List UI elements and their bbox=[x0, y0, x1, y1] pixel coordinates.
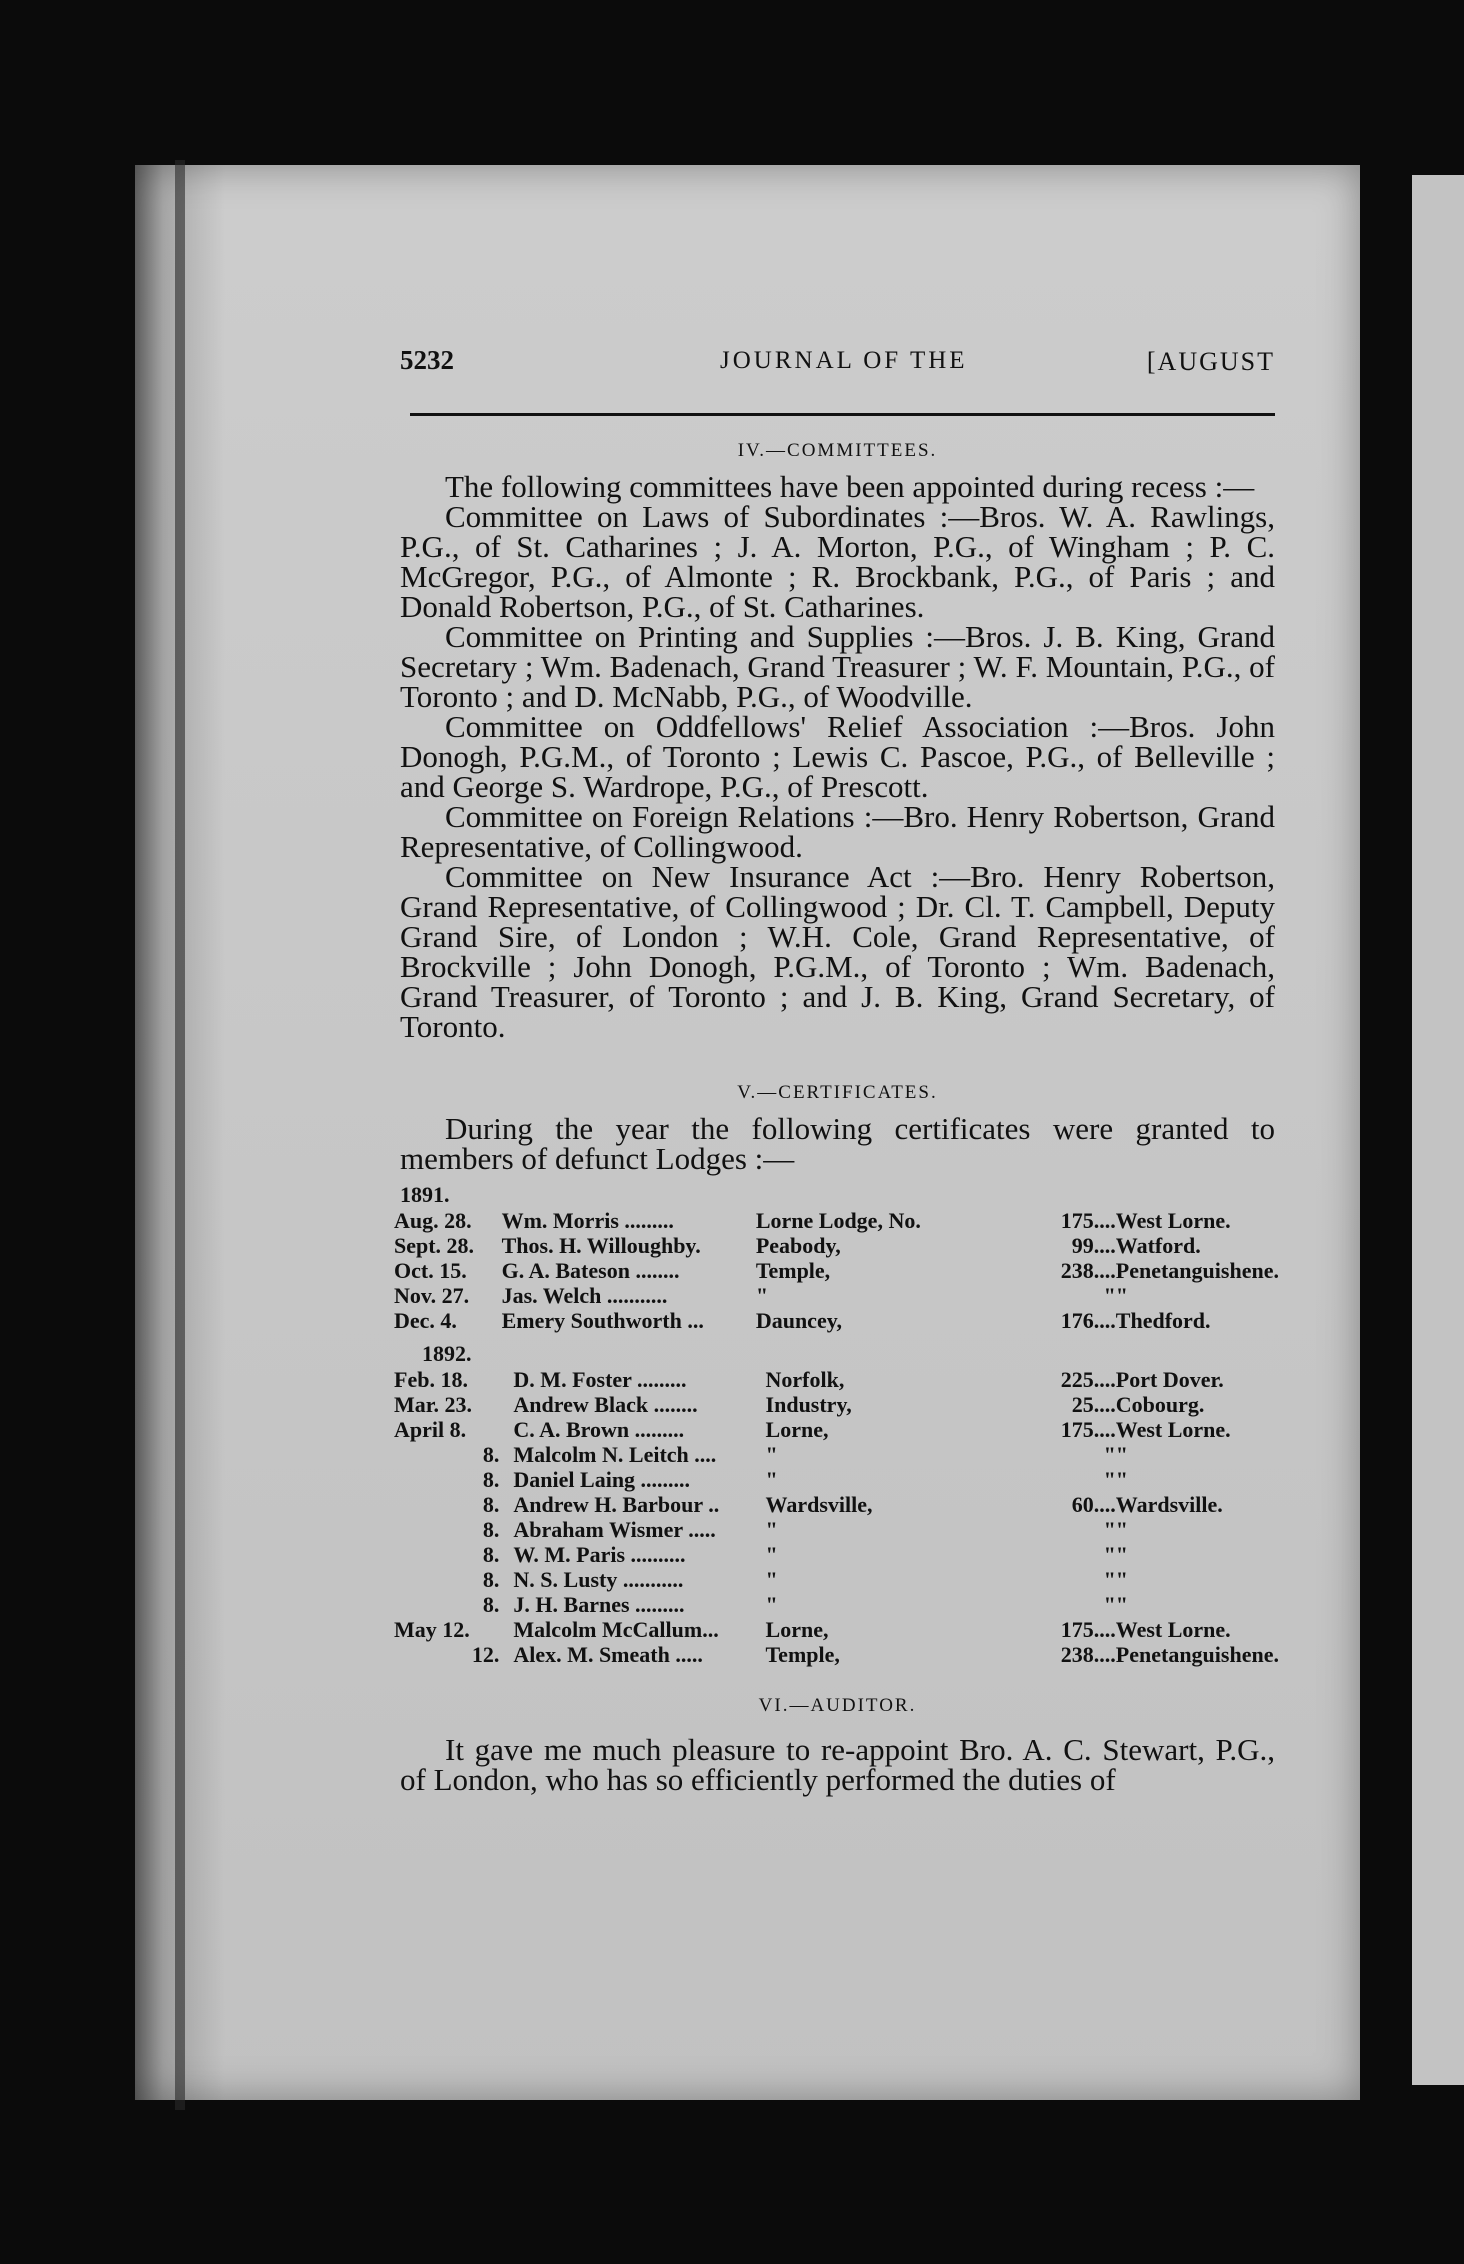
certificates-table-1892 bbox=[394, 1367, 1279, 1667]
cert-date: 8. bbox=[482, 1567, 500, 1592]
committee-printing: Committee on Printing and Supplies :—Bros. J. B. King, Grand Secretary ; Wm. Badenach, Grand Treasurer ; W. F. Mountain, P.G., of Toronto ; and D. McNabb, P.G., of Woodville. bbox=[400, 619, 1275, 714]
table-row bbox=[394, 1442, 1279, 1467]
cert-date: Sept. 28. bbox=[394, 1233, 475, 1258]
cert-date: April 8. bbox=[394, 1417, 467, 1442]
cert-name: Malcolm N. Leitch .... bbox=[513, 1442, 717, 1467]
table-row bbox=[394, 1492, 1279, 1517]
cert-lodge-no: " bbox=[1103, 1567, 1116, 1592]
cert-name: C. A. Brown ......... bbox=[513, 1417, 685, 1442]
running-header bbox=[400, 345, 1275, 393]
header-month: [AUGUST bbox=[1146, 347, 1275, 376]
cert-date: Mar. 23. bbox=[394, 1392, 473, 1417]
cert-lodge: " bbox=[765, 1567, 778, 1592]
page-text-column bbox=[394, 345, 1279, 1797]
cert-lodge-no: 175.... bbox=[1060, 1208, 1116, 1233]
cert-lodge: Lorne, bbox=[765, 1417, 829, 1442]
cert-lodge-no: 176.... bbox=[1060, 1308, 1116, 1333]
cert-place: " bbox=[1115, 1592, 1129, 1617]
cert-date: 8. bbox=[482, 1592, 500, 1617]
cert-place: Wardsville. bbox=[1115, 1492, 1223, 1517]
cert-lodge-no: 175.... bbox=[1060, 1617, 1116, 1642]
cert-place: " bbox=[1115, 1567, 1129, 1592]
cert-name: N. S. Lusty ........... bbox=[513, 1567, 684, 1592]
cert-date: Oct. 15. bbox=[394, 1258, 467, 1283]
cert-lodge: Norfolk, bbox=[765, 1367, 845, 1392]
cert-date: May 12. bbox=[394, 1617, 470, 1642]
table-row bbox=[394, 1542, 1279, 1567]
year-1892: 1892. bbox=[422, 1341, 472, 1366]
cert-date: 8. bbox=[482, 1542, 500, 1567]
committee-laws: Committee on Laws of Subordinates :—Bros. W. A. Rawlings, P.G., of St. Catharines ; J. A. Morton, P.G., of Wingham ; P. C. McGregor, P.G., of Almonte ; R. Brockbank, P.G., of Paris ; and Donald Robertson, P.G., of St. Catharines. bbox=[400, 499, 1275, 624]
cert-lodge: " bbox=[755, 1283, 769, 1308]
cert-name: Emery Southworth ... bbox=[501, 1308, 704, 1333]
table-row bbox=[394, 1517, 1279, 1542]
journal-title: JOURNAL OF THE bbox=[720, 347, 968, 374]
table-row bbox=[394, 1233, 1279, 1258]
cert-place: " bbox=[1115, 1283, 1128, 1308]
table-row bbox=[394, 1592, 1279, 1617]
cert-lodge-no: 60.... bbox=[1071, 1492, 1116, 1517]
cert-place: Port Dover. bbox=[1115, 1367, 1224, 1392]
cert-place: West Lorne. bbox=[1115, 1208, 1231, 1233]
cert-lodge: Temple, bbox=[765, 1642, 840, 1667]
cert-place: " bbox=[1115, 1542, 1129, 1567]
committees-heading: IV.—COMMITTEES. bbox=[737, 440, 938, 461]
cert-lodge: Lorne, bbox=[765, 1617, 829, 1642]
cert-place: Cobourg. bbox=[1115, 1392, 1205, 1417]
auditor-heading: VI.—AUDITOR. bbox=[758, 1695, 917, 1716]
table-row bbox=[394, 1417, 1279, 1442]
cert-lodge: " bbox=[765, 1592, 778, 1617]
table-row bbox=[394, 1258, 1279, 1283]
cert-place: Thedford. bbox=[1115, 1308, 1211, 1333]
cert-lodge-no: " bbox=[1103, 1517, 1116, 1542]
table-row bbox=[394, 1617, 1279, 1642]
cert-place: Penetanguishene. bbox=[1115, 1642, 1279, 1667]
cert-lodge-no: 25.... bbox=[1071, 1392, 1116, 1417]
book-spine-shadow bbox=[175, 160, 185, 2110]
committee-insurance: Committee on New Insurance Act :—Bro. Henry Robertson, Grand Representative, of Collingwood ; Dr. Cl. T. Campbell, Deputy Grand Sire, of London ; W.H. Cole, Grand Representative, of Brockville ; John Donogh, P.G.M., of Toronto ; Wm. Badenach, Grand Treasurer, of Toronto ; and J. B. King, Grand Secretary, of Toronto. bbox=[400, 859, 1275, 1044]
cert-name: D. M. Foster ......... bbox=[513, 1367, 687, 1392]
cert-lodge-no: " bbox=[1103, 1283, 1116, 1308]
cert-place: " bbox=[1115, 1467, 1129, 1492]
table-row bbox=[394, 1367, 1279, 1392]
table-row bbox=[394, 1308, 1279, 1333]
cert-lodge: " bbox=[765, 1467, 778, 1492]
table-row bbox=[394, 1208, 1279, 1233]
cert-date: Nov. 27. bbox=[394, 1283, 470, 1308]
cert-name: Malcolm McCallum... bbox=[513, 1617, 719, 1642]
header-rule bbox=[410, 413, 1275, 416]
cert-lodge: Industry, bbox=[765, 1392, 852, 1417]
cert-name: Jas. Welch ........... bbox=[501, 1283, 668, 1308]
cert-date: Feb. 18. bbox=[394, 1367, 468, 1392]
cert-lodge-no: " bbox=[1103, 1467, 1116, 1492]
committees-intro: The following committees have been appointed during recess :— bbox=[445, 469, 1255, 504]
cert-lodge-no: 99.... bbox=[1071, 1233, 1116, 1258]
table-row bbox=[394, 1283, 1279, 1308]
cert-lodge: Lorne Lodge, No. bbox=[755, 1208, 921, 1233]
cert-date: 12. bbox=[471, 1642, 500, 1667]
cert-lodge: " bbox=[765, 1517, 778, 1542]
cert-name: Thos. H. Willoughby. bbox=[501, 1233, 701, 1258]
cert-name: J. H. Barnes ......... bbox=[513, 1592, 685, 1617]
cert-lodge-no: 238.... bbox=[1060, 1642, 1116, 1667]
cert-place: West Lorne. bbox=[1115, 1617, 1231, 1642]
cert-lodge-no: " bbox=[1103, 1542, 1116, 1567]
cert-place: " bbox=[1115, 1517, 1129, 1542]
table-row bbox=[394, 1392, 1279, 1417]
cert-date: 8. bbox=[482, 1442, 500, 1467]
certificates-table-1891 bbox=[394, 1208, 1279, 1333]
cert-lodge: Temple, bbox=[755, 1258, 831, 1283]
cert-name: Wm. Morris ......... bbox=[501, 1208, 674, 1233]
certificates-heading: V.—CERTIFICATES. bbox=[737, 1082, 938, 1103]
cert-date: 8. bbox=[482, 1492, 500, 1517]
table-row bbox=[394, 1567, 1279, 1592]
cert-lodge-no: 225.... bbox=[1060, 1367, 1116, 1392]
cert-name: Daniel Laing ......... bbox=[513, 1467, 691, 1492]
page-number: 5232 bbox=[400, 345, 454, 375]
cert-lodge-no: " bbox=[1103, 1592, 1116, 1617]
cert-lodge: Peabody, bbox=[755, 1233, 841, 1258]
table-row bbox=[394, 1467, 1279, 1492]
cert-place: Watford. bbox=[1115, 1233, 1201, 1258]
cert-name: Andrew Black ........ bbox=[513, 1392, 698, 1417]
cert-name: W. M. Paris .......... bbox=[513, 1542, 686, 1567]
cert-lodge: " bbox=[765, 1542, 778, 1567]
cert-name: Abraham Wismer ..... bbox=[513, 1517, 716, 1542]
cert-date: 8. bbox=[482, 1517, 500, 1542]
committee-relief: Committee on Oddfellows' Relief Association :—Bros. John Donogh, P.G.M., of Toronto ; Lewis C. Pascoe, P.G., of Belleville ; and George S. Wardrope, P.G., of Prescott. bbox=[400, 709, 1275, 804]
cert-lodge: Dauncey, bbox=[755, 1308, 843, 1333]
cert-lodge-no: 175.... bbox=[1060, 1417, 1116, 1442]
cert-date: 8. bbox=[482, 1467, 500, 1492]
cert-date: Dec. 4. bbox=[394, 1308, 457, 1333]
committee-foreign: Committee on Foreign Relations :—Bro. Henry Robertson, Grand Representative, of Collingwood. bbox=[400, 799, 1275, 864]
cert-lodge-no: " bbox=[1103, 1442, 1116, 1467]
cert-lodge: Wardsville, bbox=[765, 1492, 873, 1517]
auditor-text: It gave me much pleasure to re-appoint Bro. A. C. Stewart, P.G., of London, who has so efficiently performed the duties of bbox=[400, 1732, 1275, 1797]
cert-lodge: " bbox=[765, 1442, 778, 1467]
certificates-intro: During the year the following certificates were granted to members of defunct Lodges :— bbox=[400, 1111, 1275, 1176]
cert-name: Alex. M. Smeath ..... bbox=[513, 1642, 703, 1667]
cert-place: Penetanguishene. bbox=[1115, 1258, 1279, 1283]
cert-name: Andrew H. Barbour .. bbox=[513, 1492, 720, 1517]
table-row bbox=[394, 1642, 1279, 1667]
facing-page-edge bbox=[1412, 175, 1464, 2085]
year-1891: 1891. bbox=[400, 1182, 450, 1207]
cert-place: " bbox=[1115, 1442, 1129, 1467]
cert-place: West Lorne. bbox=[1115, 1417, 1231, 1442]
cert-date: Aug. 28. bbox=[394, 1208, 472, 1233]
cert-name: G. A. Bateson ........ bbox=[501, 1258, 680, 1283]
cert-lodge-no: 238.... bbox=[1060, 1258, 1116, 1283]
